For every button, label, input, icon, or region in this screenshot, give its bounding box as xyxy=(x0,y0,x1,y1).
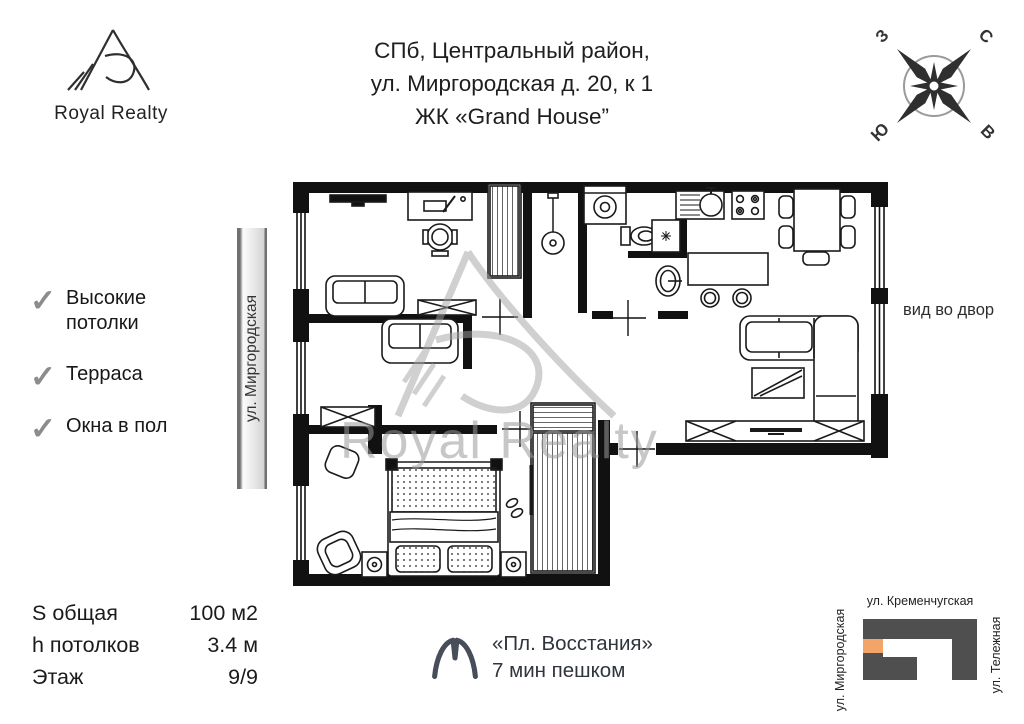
wall-tv xyxy=(330,195,386,206)
checkmark-icon: ✓ xyxy=(30,283,56,318)
minimap-building xyxy=(863,619,977,680)
minimap-street-left: ул. Миргородская xyxy=(833,608,847,712)
stat-floor xyxy=(32,665,258,690)
stat-label: Этаж xyxy=(32,665,84,689)
stat-ceiling xyxy=(32,633,258,658)
feature-label: Терраса xyxy=(65,363,143,385)
washing-machine xyxy=(584,186,626,224)
bed xyxy=(386,459,502,576)
minimap-street-right: ул. Тележная xyxy=(989,616,1003,694)
checkmark-icon: ✓ xyxy=(30,359,56,394)
window xyxy=(293,213,309,560)
compass-west-label: З xyxy=(871,25,893,47)
sink xyxy=(656,266,682,296)
kitchen-sink-unit xyxy=(676,188,724,219)
wardrobe xyxy=(488,184,521,278)
title-line-1: СПб, Центральный район, xyxy=(374,38,650,63)
compass-south-label: Ю xyxy=(867,119,894,146)
courtyard-view-label: вид во двор xyxy=(903,301,995,319)
stats-table xyxy=(32,601,258,697)
minimap-apartment-highlight xyxy=(863,639,883,653)
location-minimap xyxy=(828,585,1014,721)
feature-label: Высокие потолки xyxy=(65,287,147,334)
compass-north-label: С xyxy=(974,25,997,48)
office-chair xyxy=(423,224,457,256)
minimap-street-top: ул. Кременчугская xyxy=(866,594,974,608)
dining-table xyxy=(779,189,855,265)
stat-label: h потолков xyxy=(32,633,140,657)
checkmark-icon: ✓ xyxy=(30,411,56,446)
metro-info xyxy=(430,630,653,684)
nightstand xyxy=(362,552,387,577)
nightstand xyxy=(501,552,526,577)
stat-value: 9/9 xyxy=(228,665,258,689)
sofa xyxy=(326,276,404,316)
coffee-table xyxy=(752,368,804,398)
stat-value: 3.4 м xyxy=(207,633,258,657)
feature-label: Окна в пол xyxy=(65,415,168,437)
stat-value: 100 м2 xyxy=(189,601,258,625)
slippers xyxy=(505,497,524,519)
metro-icon xyxy=(430,633,480,681)
brand-name: Royal Realty xyxy=(54,103,168,124)
desk xyxy=(408,192,472,220)
title-line-3: ЖК «Grand House” xyxy=(415,104,609,129)
tv-cabinet xyxy=(686,421,864,441)
street-bar-label: ул. Миргородская xyxy=(243,294,260,423)
shower xyxy=(542,193,564,254)
bath-cabinet xyxy=(652,220,680,252)
kitchen-island xyxy=(688,253,768,307)
watermark-text: Royal Realty xyxy=(340,412,659,470)
compass-east-label: В xyxy=(976,121,999,144)
stat-area xyxy=(32,601,258,626)
armchair xyxy=(314,528,364,578)
stat-label: S общая xyxy=(32,601,118,625)
metro-walk-time: 7 мин пешком xyxy=(492,659,626,682)
stove xyxy=(732,191,764,219)
metro-station: «Пл. Восстания» xyxy=(492,632,653,655)
title-line-2: ул. Миргородская д. 20, к 1 xyxy=(370,71,654,96)
